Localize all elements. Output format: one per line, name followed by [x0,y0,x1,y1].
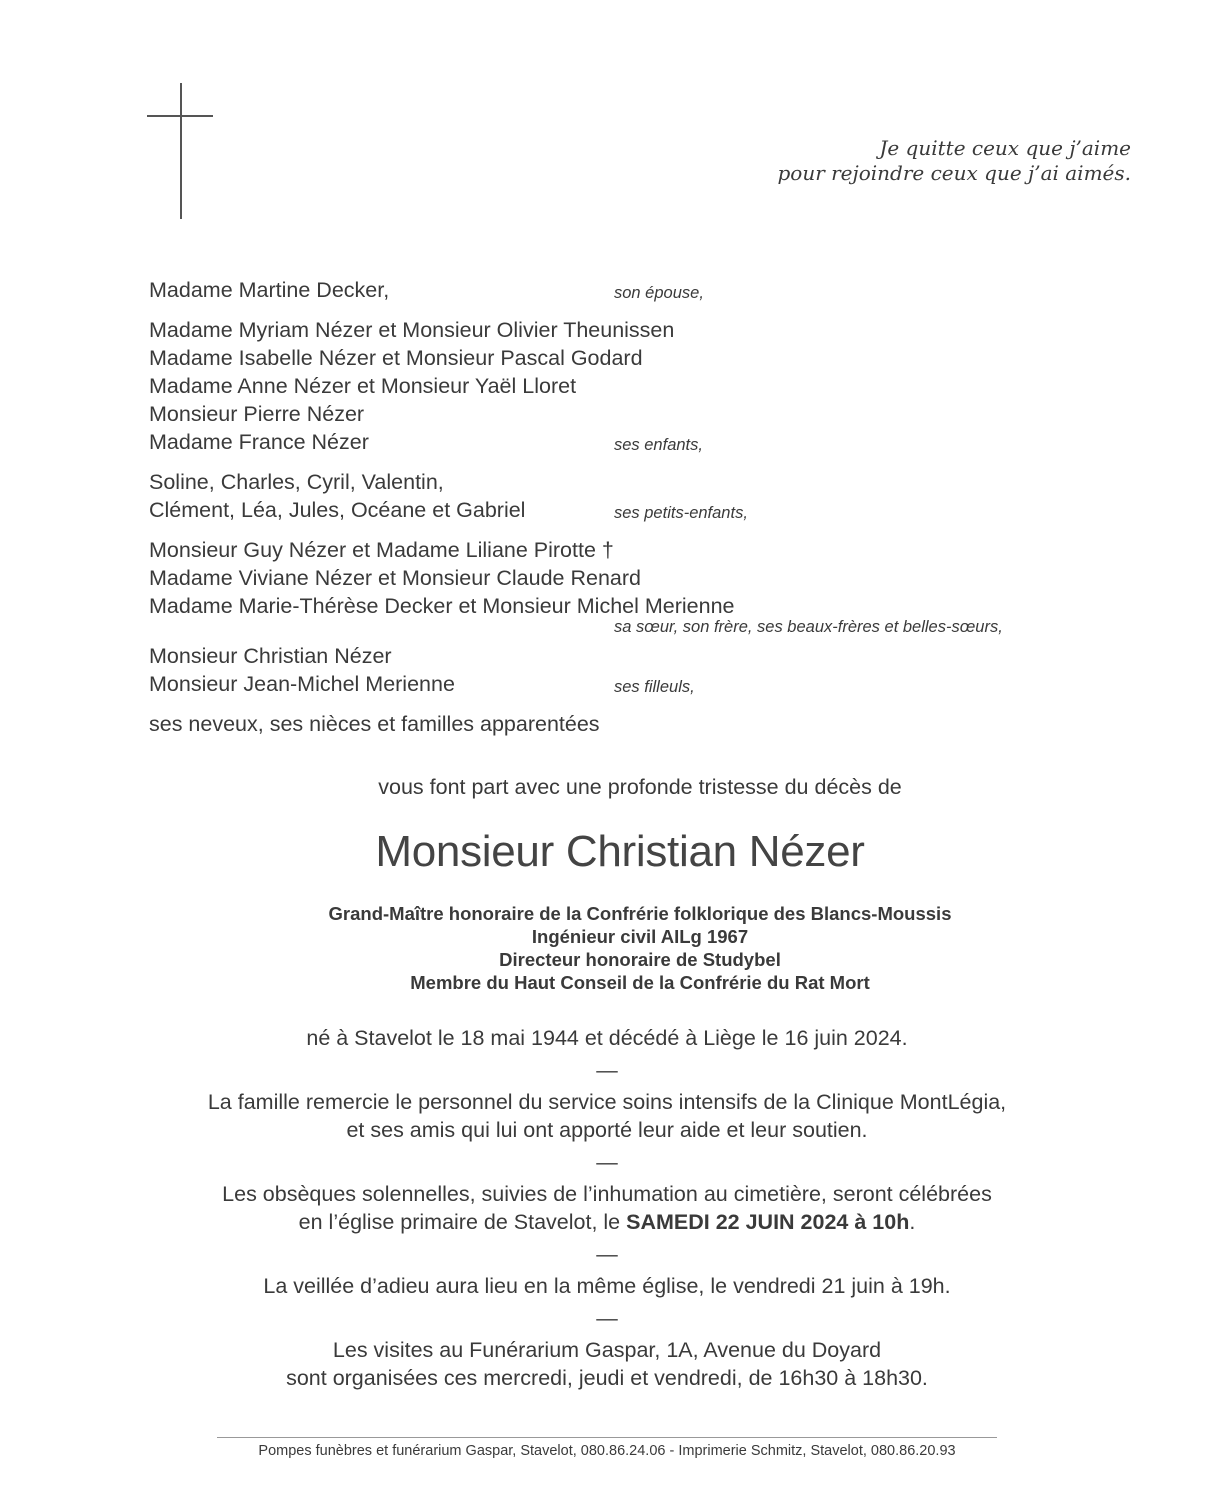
sibling-name: Madame Viviane Nézer et Monsieur Claude Renard [149,566,641,590]
thanks-line: et ses amis qui lui ont apporté leur aide et leur soutien. [346,1118,868,1142]
funeral-line-2 [100,1208,1114,1236]
family-row-godchildren-last [149,670,1109,698]
epitaph-line-2: pour rejoindre ceux que j’ai aimés. [777,161,1131,185]
family-row-children-last [149,428,1109,456]
relation-children: ses enfants, [614,436,703,454]
grandchildren-names-2: Clément, Léa, Jules, Océane et Gabriel [149,498,526,522]
visits-line: Les visites au Funérarium Gaspar, 1A, Avenue du Doyard [332,1338,882,1362]
extended-family: ses neveux, ses nièces et familles apparentées [149,712,600,736]
title-line: Directeur honoraire de Studybel [499,949,781,970]
visits-line: sont organisées ces mercredi, jeudi et vendredi, de 16h30 à 18h30. [286,1366,928,1390]
godchild-name: Monsieur Christian Nézer [149,644,392,668]
deceased-name: Monsieur Christian Nézer [375,827,865,876]
relation-siblings: sa sœur, son frère, ses beaux-frères et belles-sœurs, [614,618,1003,636]
footer-divider [217,1437,997,1438]
epitaph-line-1: Je quitte ceux que j’aime [879,136,1131,160]
family-row-grandchildren-last [149,496,1109,524]
child-name: Madame Myriam Nézer et Monsieur Olivier Theunissen [149,318,675,342]
cross-icon-vertical [180,83,182,219]
family-list [149,276,1109,738]
funeral-suffix: . [909,1210,916,1234]
separator: — [596,1150,618,1174]
birth-death-dates: né à Stavelot le 18 mai 1944 et décédé à Liège le 16 juin 2024. [306,1026,908,1050]
title-line: Membre du Haut Conseil de la Confrérie du Rat Mort [410,972,870,993]
relation-grandchildren: ses petits-enfants, [614,504,748,522]
deceased-titles [200,902,1080,994]
grandchildren-names-1: Soline, Charles, Cyril, Valentin, [149,470,444,494]
announcement-intro: vous font part avec une profonde tristesse du décès de [378,775,902,799]
relation-godchildren: ses filleuls, [614,678,695,696]
cross-icon-horizontal [147,115,213,117]
child-name: Madame Isabelle Nézer et Monsieur Pascal Godard [149,346,643,370]
family-row-spouse [149,276,1109,304]
funeral-line-1: Les obsèques solennelles, suivies de l’inhumation au cimetière, seront célébrées [222,1182,992,1206]
separator: — [596,1306,618,1330]
separator: — [596,1058,618,1082]
announcement-body [100,1024,1114,1392]
child-name: Madame France Nézer [149,430,369,454]
spouse-name: Madame Martine Decker, [149,278,390,302]
epitaph-quote [777,136,1131,186]
title-line: Ingénieur civil AILg 1967 [531,926,749,947]
godchild-name: Monsieur Jean-Michel Merienne [149,672,455,696]
footer-credits: Pompes funèbres et funérarium Gaspar, Stavelot, 080.86.24.06 - Imprimerie Schmitz, Stavelot, 080.86.20.93 [258,1443,956,1459]
funeral-location: en l’église primaire de Stavelot, le [298,1210,627,1234]
sibling-name: Madame Marie-Thérèse Decker et Monsieur Michel Merienne [149,594,735,618]
title-line: Grand-Maître honoraire de la Confrérie folklorique des Blancs-Moussis [328,903,952,924]
separator: — [596,1242,618,1266]
relation-spouse: son épouse, [614,284,704,302]
child-name: Madame Anne Nézer et Monsieur Yaël Lloret [149,374,577,398]
funeral-date: SAMEDI 22 JUIN 2024 à 10h [626,1210,910,1234]
thanks-line: La famille remercie le personnel du service soins intensifs de la Clinique MontLégia, [207,1090,1007,1114]
sibling-name: Monsieur Guy Nézer et Madame Liliane Pirotte † [149,538,614,562]
vigil-info: La veillée d’adieu aura lieu en la même église, le vendredi 21 juin à 19h. [263,1274,951,1298]
child-name: Monsieur Pierre Nézer [149,402,365,426]
